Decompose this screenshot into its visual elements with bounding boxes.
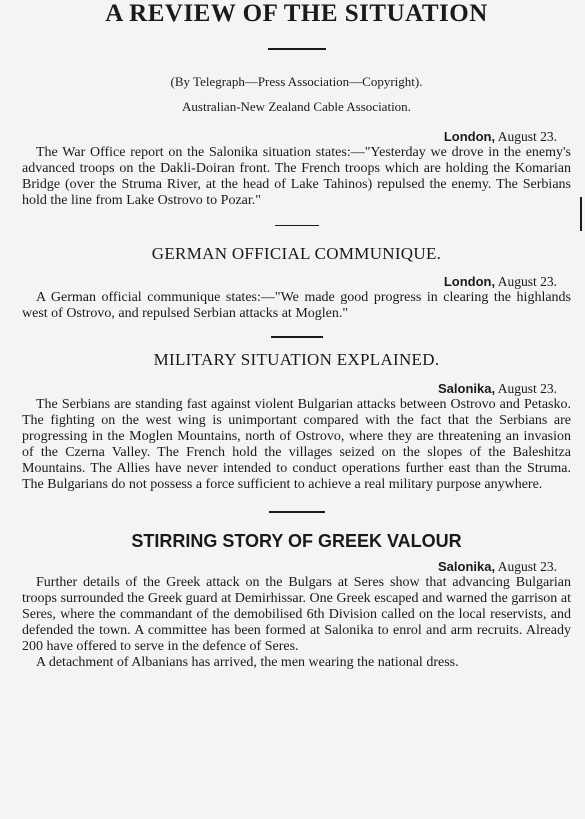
dateline-place: London, [443,129,496,144]
dateline-date: August 23. [497,129,557,144]
dateline-1 [22,128,571,145]
credit-line-telegraph: (By Telegraph—Press Association—Copyright). [170,74,423,89]
section-4-body [22,575,571,671]
paragraph: Further details of the Greek attack on the Bulgars at Seres show that advancing Bulgarian troops surrounded the Greek guard at Demirhissar. One Greek escaped and warned the garrison at Seres, where the commandant of the demobilised 6th Division called on the local reservists, and defended the town. A committee has been formed at Salonika to enrol and arm recruits. Already 200 have offered to serve in the defence of Seres. [22,575,571,654]
section-heading: MILITARY SITUATION EXPLAINED. [153,350,440,369]
dateline-date: August 23. [497,381,557,396]
title-rule [268,48,326,50]
section-heading: GERMAN OFFICIAL COMMUNIQUE. [151,244,442,263]
paragraph: The War Office report on the Salonika situation states:—"Yesterday we drove in the enemy's advanced troops on the Dakli-Doiran front. The French troops which are holding the Komarian Bridge (over the Struma River, at the head of Lake Tahinos) repulsed the enemy. The Serbians hold the line from Lake Ostrovo to Pozar." [22,145,571,208]
dateline-3 [22,380,571,397]
section-rule [271,336,323,338]
section-rule [269,511,325,513]
article-title: A REVIEW OF THE SITUATION [105,0,488,27]
dateline-date: August 23. [497,274,557,289]
dateline-date: August 23. [497,559,557,574]
section-2-body [22,290,571,322]
paragraph: The Serbians are standing fast against violent Bulgarian attacks between Ostrovo and Petasko. The fighting on the west wing is unimportant compared with the fact that the Serbians are progressing in the Moglen Mountains, north of Ostrovo, where they are threatening an invasion of the Czerna Valley. The French hold the villages seized on the slopes of the Baleshitza Mountains. The Allies have never intended to conduct operations further east than the Struma. The Bulgarians do not possess a force sufficient to achieve a real military purpose anywhere. [22,397,571,492]
dateline-place: Salonika, [438,381,496,396]
section-3-body [22,397,571,493]
section-rule [275,225,319,226]
paragraph: A detachment of Albanians has arrived, the men wearing the national dress. [36,655,459,670]
paragraph: A German official communique states:—"We made good progress in clearing the highlands west of Ostrovo, and repulsed Serbian attacks at Moglen." [22,290,571,321]
dateline-place: London, [443,274,496,289]
column-edge-mark [580,197,582,231]
credit-line-cable: Australian-New Zealand Cable Association. [182,99,411,114]
dateline-2 [22,273,571,290]
section-heading: STIRRING STORY OF GREEK VALOUR [131,531,462,551]
section-1-body [22,145,571,209]
dateline-place: Salonika, [438,559,496,574]
dateline-4 [22,558,571,575]
